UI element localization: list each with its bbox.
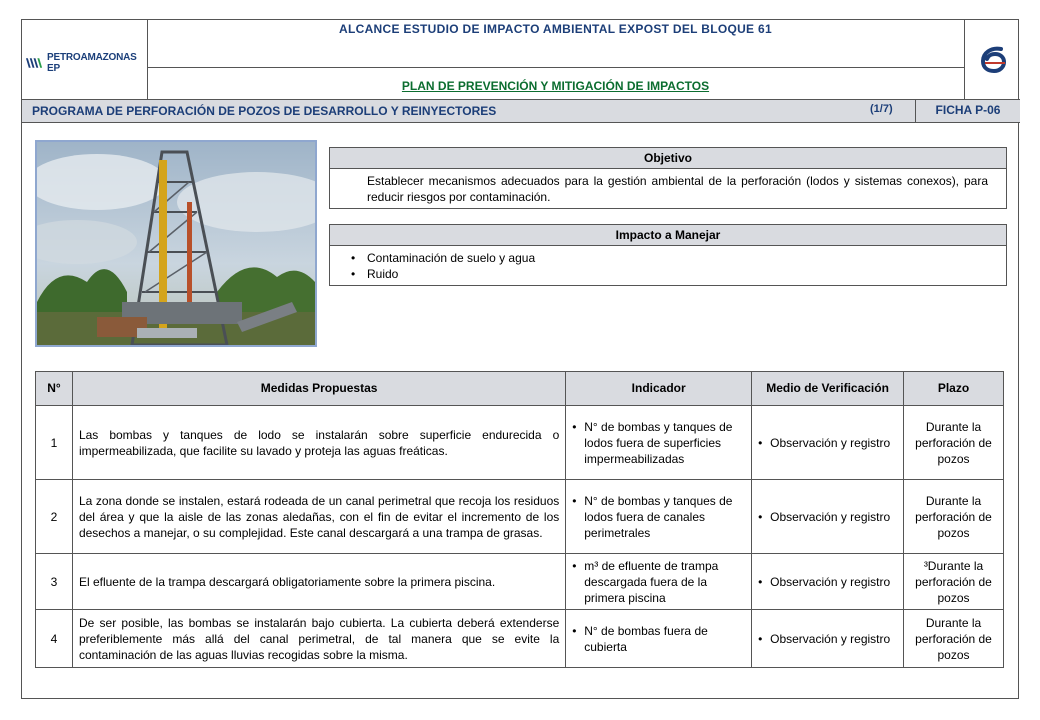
row-verificacion: • Observación y registro (758, 435, 897, 451)
table-row (36, 406, 1004, 480)
drilling-rig-image (37, 142, 315, 345)
row-indicador-cell (566, 406, 752, 480)
row-verificacion-cell (752, 610, 904, 668)
row-verificacion: • Observación y registro (758, 574, 897, 590)
row-plazo: Durante la perforación de pozos (904, 406, 1004, 480)
impacto-item: • Contaminación de suelo y agua (367, 250, 988, 266)
header-verificacion: Medio de Verificación (752, 372, 904, 406)
row-plazo: Durante la perforación de pozos (904, 480, 1004, 554)
row-num: 3 (36, 554, 73, 610)
header-medidas: Medidas Propuestas (72, 372, 565, 406)
measures-table (35, 371, 1004, 668)
objetivo-text: Establecer mecanismos adecuados para la gestión ambiental de la perforación (lodos y sistemas conexos), para reducir riesgos por contaminación. (367, 174, 988, 204)
row-verificacion-cell (752, 480, 904, 554)
row-num: 1 (36, 406, 73, 480)
logo-text: PETROAMAZONAS EP (47, 52, 137, 74)
header-num: N° (36, 372, 73, 406)
row-verificacion: • Observación y registro (758, 631, 897, 647)
row-num: 2 (36, 480, 73, 554)
row-indicador-cell (566, 554, 752, 610)
logo-cell (22, 20, 148, 99)
drilling-rig-photo (35, 140, 317, 347)
table-header-row (36, 372, 1004, 406)
petroamazonas-logo (25, 52, 147, 74)
subtitle-cell (147, 68, 964, 99)
row-indicador-cell (566, 480, 752, 554)
six-logo-icon (979, 44, 1009, 74)
row-verificacion-cell (752, 406, 904, 480)
row-verificacion-cell (752, 554, 904, 610)
brand-cell (964, 20, 1020, 99)
document-title: ALCANCE ESTUDIO DE IMPACTO AMBIENTAL EXPOST DEL BLOQUE 61 (339, 22, 772, 36)
row-indicador: • N° de bombas y tanques de lodos fuera de superficies impermeabilizadas (572, 419, 745, 467)
impacto-item: • Ruido (367, 266, 988, 282)
program-title: PROGRAMA DE PERFORACIÓN DE POZOS DE DESARROLLO Y REINYECTORES (32, 104, 497, 118)
impacto-box (329, 224, 1007, 286)
page-indicator: (1/7) (870, 103, 893, 115)
row-indicador: • N° de bombas fuera de cubierta (572, 623, 745, 655)
impacto-list (330, 246, 1006, 282)
row-medida: Las bombas y tanques de lodo se instalarán sobre superficie endurecida o impermeabilizada, que facilite su lavado y proteja las aguas freáticas. (72, 406, 565, 480)
title-cell (147, 20, 964, 68)
impacto-heading: Impacto a Manejar (330, 225, 1006, 246)
row-plazo: Durante la perforación de pozos (904, 610, 1004, 668)
header-plazo: Plazo (904, 372, 1004, 406)
table-row (36, 554, 1004, 610)
row-medida: El efluente de la trampa descargará obligatoriamente sobre la primera piscina. (72, 554, 565, 610)
table-row (36, 480, 1004, 554)
petroamazonas-mark-icon (25, 56, 44, 70)
document-subtitle: PLAN DE PREVENCIÓN Y MITIGACIÓN DE IMPACTOS (401, 79, 710, 93)
header-indicador: Indicador (566, 372, 752, 406)
row-indicador: • m³ de efluente de trampa descargada fuera de la primera piscina (572, 558, 745, 606)
row-medida: De ser posible, las bombas se instalarán bajo cubierta. La cubierta deberá extenderse preferiblemente más allá del canal perimetral, de tal manera que se evite la contaminación de las aguas lluvias recogidas sobre la misma. (72, 610, 565, 668)
table-row (36, 610, 1004, 668)
row-plazo: ³Durante la perforación de pozos (904, 554, 1004, 610)
objetivo-box (329, 147, 1007, 209)
row-medida: La zona donde se instalen, estará rodeada de un canal perimetral que recoja los residuos del área y que la aisle de las zonas aledañas, con el fin de evitar el incremento de los desechos a manejar, o su complejidad. Este canal descargará a una trampa de grasas. (72, 480, 565, 554)
row-indicador-cell (566, 610, 752, 668)
row-num: 4 (36, 610, 73, 668)
program-row (22, 99, 1020, 123)
objetivo-heading: Objetivo (330, 148, 1006, 169)
ficha-code: FICHA P-06 (915, 99, 1020, 123)
row-verificacion: • Observación y registro (758, 509, 897, 525)
row-indicador: • N° de bombas y tanques de lodos fuera de canales perimetrales (572, 493, 745, 541)
